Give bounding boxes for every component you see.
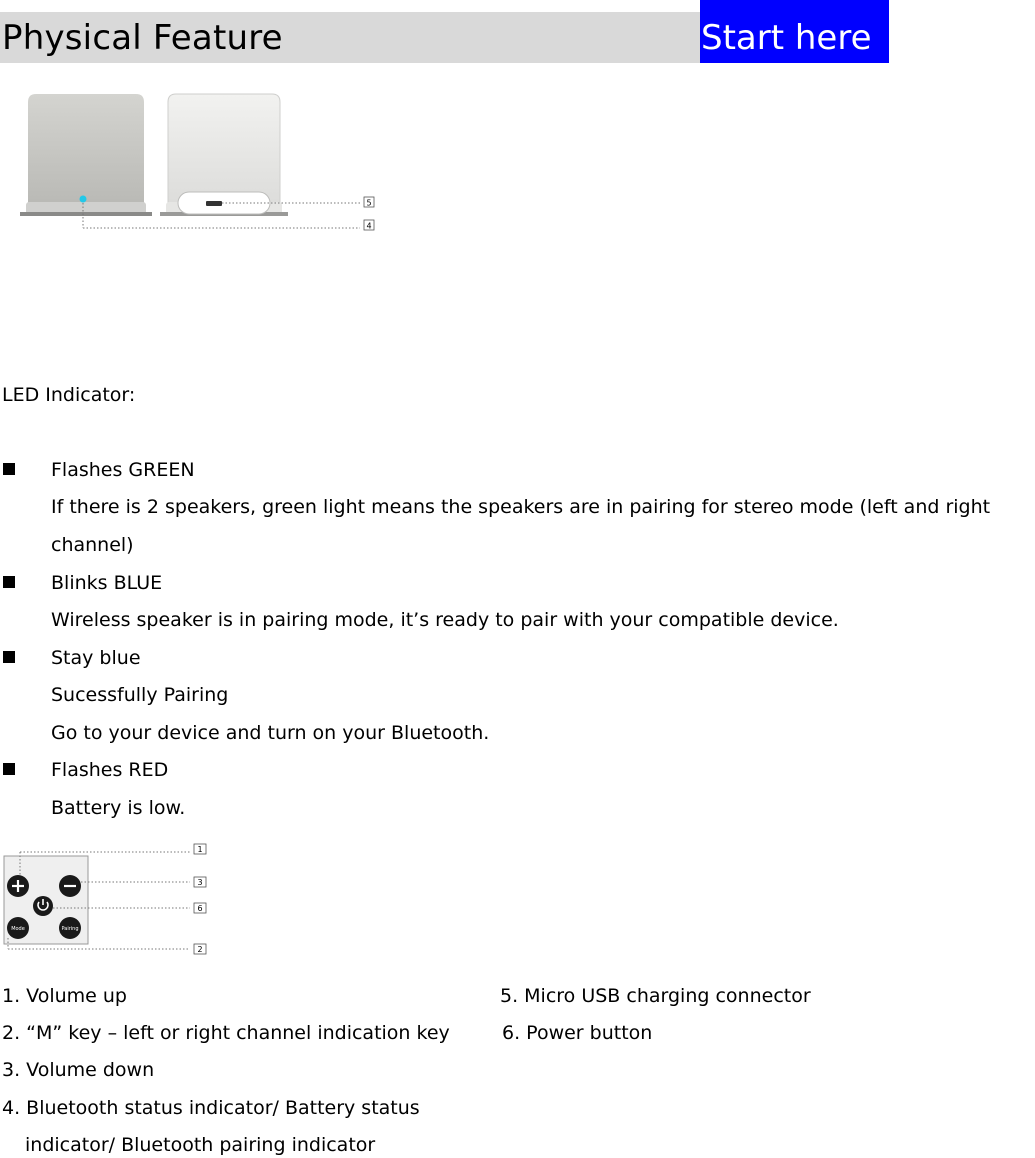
page-title: Physical Feature xyxy=(2,18,283,58)
mode-button xyxy=(7,917,29,939)
bullet-icon xyxy=(3,651,15,663)
led-item-desc: Sucessfully Pairing xyxy=(51,684,229,706)
callout-6 xyxy=(194,903,206,913)
legend-item: indicator/ Bluetooth pairing indicator xyxy=(25,1134,376,1156)
speaker-front xyxy=(20,94,152,216)
start-here-button[interactable]: Start here xyxy=(700,0,889,63)
speaker-front-back-figure xyxy=(10,88,390,238)
bullet-icon xyxy=(3,763,15,775)
led-item-desc: Battery is low. xyxy=(51,797,186,819)
led-item-desc: Go to your device and turn on your Bluetooth. xyxy=(51,722,490,744)
led-item-title: Flashes GREEN xyxy=(51,459,195,481)
speaker-back xyxy=(160,94,288,216)
led-item-desc: Wireless speaker is in pairing mode, it’s ready to pair with your compatible device. xyxy=(51,609,839,631)
legend-item: 4. Bluetooth status indicator/ Battery status xyxy=(2,1097,420,1119)
control-panel-figure xyxy=(0,838,215,962)
pairing-button xyxy=(59,917,81,939)
svg-text:4: 4 xyxy=(366,221,372,231)
svg-text:6: 6 xyxy=(197,904,203,913)
led-item-desc: channel) xyxy=(51,534,134,556)
legend-item: 6. Power button xyxy=(502,1022,653,1044)
legend-item: 3. Volume down xyxy=(2,1059,155,1081)
led-item-title: Stay blue xyxy=(51,647,141,669)
svg-text:Mode: Mode xyxy=(11,926,25,932)
volume-up-button xyxy=(7,875,29,897)
usb-port xyxy=(206,201,222,206)
led-indicator-dot xyxy=(80,196,87,203)
legend-item: 2. “M” key – left or right channel indication key xyxy=(2,1022,450,1044)
legend-item: 5. Micro USB charging connector xyxy=(500,985,811,1007)
led-heading: LED Indicator: xyxy=(2,384,136,406)
callout-3 xyxy=(194,877,206,887)
callout-1 xyxy=(194,844,206,854)
svg-text:1: 1 xyxy=(197,845,203,854)
callout-2 xyxy=(194,944,206,954)
svg-text:5: 5 xyxy=(366,198,372,208)
svg-text:2: 2 xyxy=(197,945,203,954)
bullet-icon xyxy=(3,576,15,588)
callout-5 xyxy=(364,197,374,208)
led-item-desc: If there is 2 speakers, green light means the speakers are in pairing for stereo mode (left and right xyxy=(51,496,991,518)
legend-item: 1. Volume up xyxy=(2,985,127,1007)
led-item-title: Blinks BLUE xyxy=(51,572,163,594)
svg-text:Pairing: Pairing xyxy=(61,926,79,932)
power-button xyxy=(33,896,53,916)
volume-down-button xyxy=(59,875,81,897)
callout-4 xyxy=(364,220,374,231)
led-item-title: Flashes RED xyxy=(51,759,169,781)
svg-text:3: 3 xyxy=(197,878,203,887)
bullet-icon xyxy=(3,463,15,475)
